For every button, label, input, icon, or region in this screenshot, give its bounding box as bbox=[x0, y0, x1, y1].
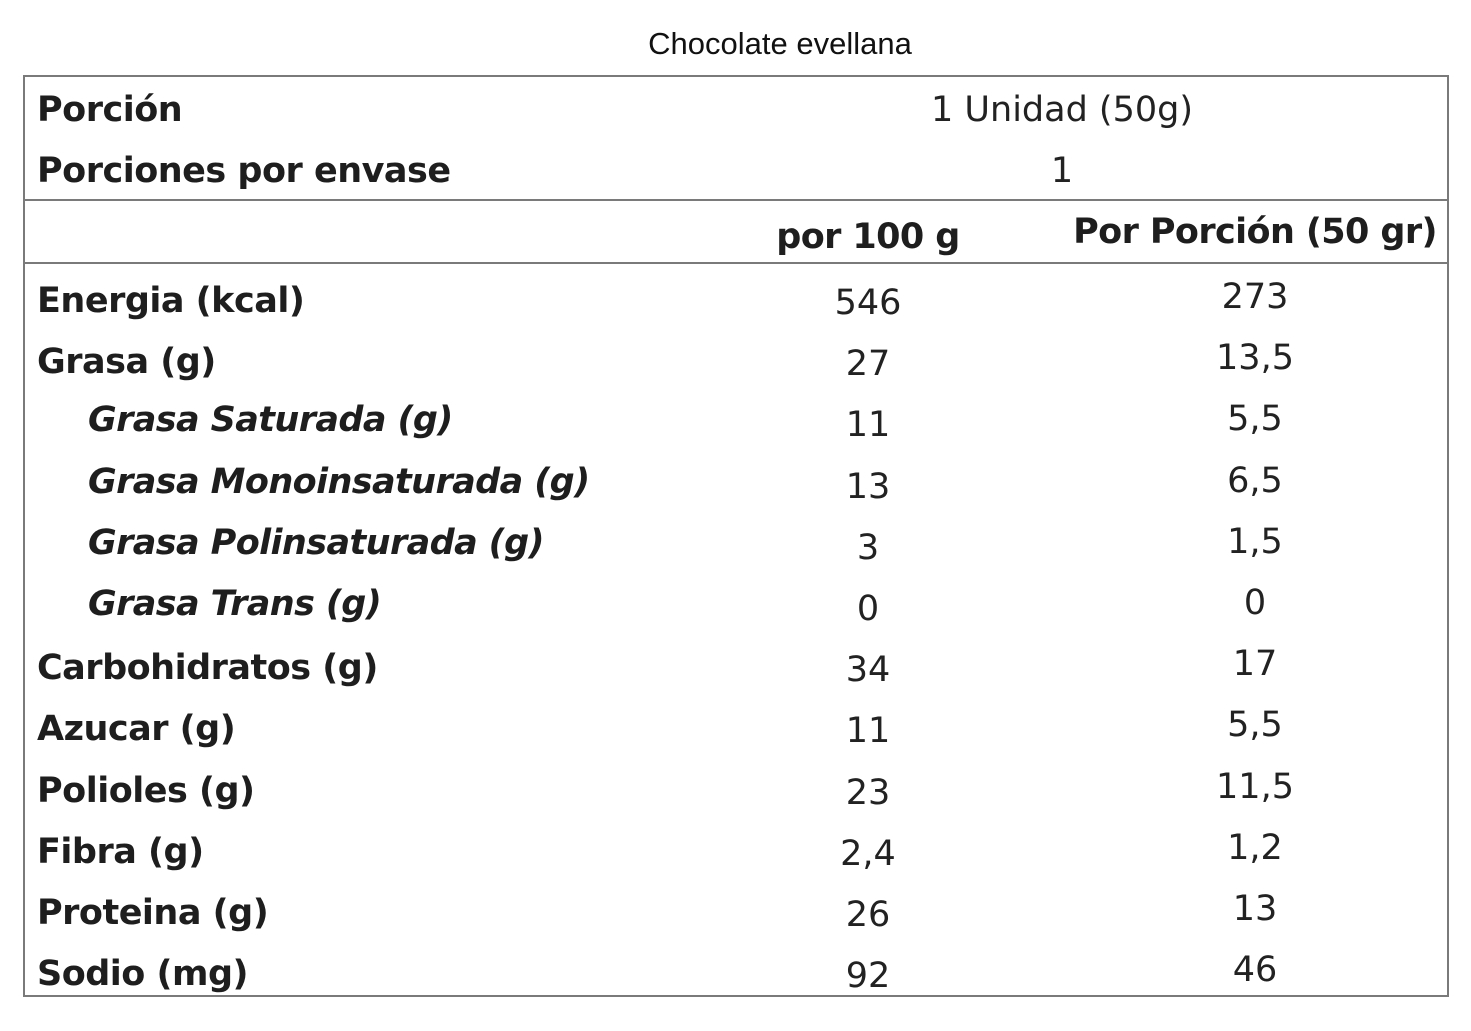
value-per-portion: 1,5 bbox=[1227, 522, 1283, 562]
value-per-100g: 27 bbox=[845, 344, 891, 384]
value-per-portion: 273 bbox=[1221, 277, 1289, 317]
servings-value: 1 bbox=[1050, 151, 1074, 191]
divider-serving bbox=[23, 199, 1449, 201]
nutrient-label: Grasa (g) bbox=[37, 342, 216, 382]
value-per-100g: 2,4 bbox=[840, 834, 896, 874]
nutrient-label: Azucar (g) bbox=[37, 709, 236, 749]
column-header-per-100g: por 100 g bbox=[776, 217, 960, 257]
value-per-100g: 3 bbox=[856, 528, 880, 568]
value-per-100g: 0 bbox=[856, 589, 880, 629]
nutrient-label: Grasa Trans (g) bbox=[88, 584, 382, 624]
nutrient-label: Carbohidratos (g) bbox=[37, 648, 378, 688]
value-per-portion: 13,5 bbox=[1216, 338, 1294, 378]
value-per-100g: 11 bbox=[845, 711, 891, 751]
servings-label: Porciones por envase bbox=[37, 151, 451, 191]
value-per-100g: 26 bbox=[845, 895, 891, 935]
value-per-portion: 5,5 bbox=[1227, 705, 1283, 745]
nutrient-label: Grasa Monoinsaturada (g) bbox=[88, 462, 590, 502]
value-per-portion: 46 bbox=[1232, 950, 1278, 990]
value-per-100g: 23 bbox=[845, 773, 891, 813]
nutrient-label: Energia (kcal) bbox=[37, 281, 305, 321]
value-per-portion: 13 bbox=[1232, 889, 1278, 929]
value-per-portion: 1,2 bbox=[1227, 828, 1283, 868]
value-per-100g: 546 bbox=[834, 283, 902, 323]
value-per-portion: 0 bbox=[1243, 583, 1267, 623]
value-per-portion: 17 bbox=[1232, 644, 1278, 684]
nutrient-label: Proteina (g) bbox=[37, 893, 269, 933]
value-per-100g: 13 bbox=[845, 467, 891, 507]
page-title: Chocolate evellana bbox=[648, 26, 912, 61]
portion-label: Porción bbox=[37, 90, 183, 130]
portion-value: 1 Unidad (50g) bbox=[931, 90, 1193, 130]
nutrient-label: Sodio (mg) bbox=[37, 954, 249, 994]
nutrient-label: Grasa Saturada (g) bbox=[88, 400, 453, 440]
value-per-portion: 6,5 bbox=[1227, 461, 1283, 501]
value-per-100g: 92 bbox=[845, 956, 891, 996]
value-per-100g: 11 bbox=[845, 405, 891, 445]
nutrient-label: Grasa Polinsaturada (g) bbox=[88, 523, 544, 563]
divider-header bbox=[23, 262, 1449, 264]
value-per-portion: 5,5 bbox=[1227, 399, 1283, 439]
column-header-per-portion: Por Porción (50 gr) bbox=[1073, 212, 1437, 252]
nutrient-label: Fibra (g) bbox=[37, 832, 204, 872]
value-per-portion: 11,5 bbox=[1216, 767, 1294, 807]
value-per-100g: 34 bbox=[845, 650, 891, 690]
nutrient-label: Polioles (g) bbox=[37, 771, 255, 811]
